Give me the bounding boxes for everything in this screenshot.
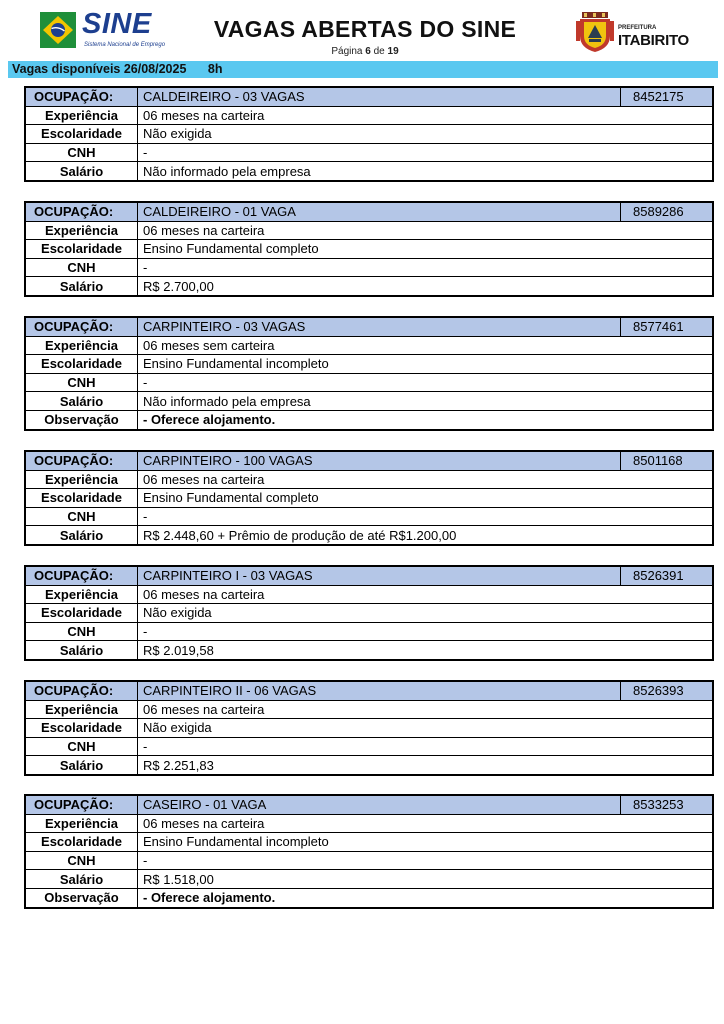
job-cnh: - — [138, 258, 714, 277]
occupation-label: OCUPAÇÃO: — [25, 317, 138, 336]
cnh-label: CNH — [25, 373, 138, 392]
job-header-row — [25, 681, 713, 700]
job-education: Ensino Fundamental completo — [138, 240, 714, 259]
job-row — [25, 143, 713, 162]
job-experience: 06 meses na carteira — [138, 814, 714, 833]
job-row — [25, 641, 713, 660]
date-time: 8h — [207, 62, 223, 76]
job-row — [25, 489, 713, 508]
prefeitura-label: PREFEITURA — [618, 25, 657, 31]
job-experience: 06 meses na carteira — [138, 221, 714, 240]
experience-label: Experiência — [25, 221, 138, 240]
salary-label: Salário — [25, 641, 138, 660]
job-cnh: - — [138, 851, 714, 870]
experience-label: Experiência — [25, 470, 138, 489]
page-prefix: Página — [331, 46, 363, 57]
job-row — [25, 700, 713, 719]
brazil-flag-icon — [40, 12, 76, 48]
job-row — [25, 355, 713, 374]
page-header — [0, 0, 724, 62]
prefeitura-logo — [576, 12, 689, 54]
cnh-label: CNH — [25, 737, 138, 756]
job-row — [25, 221, 713, 240]
job-code: 8501168 — [621, 451, 714, 470]
job-salary: R$ 2.700,00 — [138, 277, 714, 296]
education-label: Escolaridade — [25, 604, 138, 623]
salary-label: Salário — [25, 392, 138, 411]
occupation-label: OCUPAÇÃO: — [25, 681, 138, 700]
job-code: 8533253 — [621, 795, 714, 814]
job-header-row — [25, 795, 713, 814]
job-education: Não exigida — [138, 604, 714, 623]
page-total: 19 — [387, 46, 399, 57]
job-code: 8526393 — [621, 681, 714, 700]
job-education: Ensino Fundamental incompleto — [138, 833, 714, 852]
experience-label: Experiência — [25, 585, 138, 604]
job-title: CARPINTEIRO II - 06 VAGAS — [138, 681, 621, 700]
salary-label: Salário — [25, 526, 138, 545]
observation-label: Observação — [25, 888, 138, 907]
job-row — [25, 277, 713, 296]
sine-logo — [40, 8, 166, 52]
salary-label: Salário — [25, 870, 138, 889]
job-table — [24, 201, 714, 297]
job-row — [25, 851, 713, 870]
job-title: CARPINTEIRO I - 03 VAGAS — [138, 566, 621, 585]
job-observation: - Oferece alojamento. — [138, 888, 714, 907]
job-table — [24, 86, 714, 182]
job-cnh: - — [138, 143, 714, 162]
job-header-row — [25, 451, 713, 470]
occupation-label: OCUPAÇÃO: — [25, 202, 138, 221]
job-education: Não exigida — [138, 719, 714, 738]
job-experience: 06 meses na carteira — [138, 700, 714, 719]
job-experience: 06 meses na carteira — [138, 470, 714, 489]
job-salary: Não informado pela empresa — [138, 392, 714, 411]
salary-label: Salário — [25, 162, 138, 181]
job-code: 8589286 — [621, 202, 714, 221]
occupation-label: OCUPAÇÃO: — [25, 795, 138, 814]
occupation-label: OCUPAÇÃO: — [25, 566, 138, 585]
cnh-label: CNH — [25, 851, 138, 870]
job-header-row — [25, 566, 713, 585]
job-row — [25, 258, 713, 277]
cnh-label: CNH — [25, 507, 138, 526]
job-row — [25, 870, 713, 889]
job-table — [24, 450, 714, 546]
salary-label: Salário — [25, 277, 138, 296]
experience-label: Experiência — [25, 106, 138, 125]
job-code: 8577461 — [621, 317, 714, 336]
job-row — [25, 373, 713, 392]
experience-label: Experiência — [25, 700, 138, 719]
job-cnh: - — [138, 373, 714, 392]
job-row — [25, 470, 713, 489]
cnh-label: CNH — [25, 143, 138, 162]
job-table — [24, 794, 714, 909]
job-row — [25, 336, 713, 355]
cnh-label: CNH — [25, 258, 138, 277]
job-row — [25, 410, 713, 429]
job-header-row — [25, 87, 713, 106]
sine-logo-text: SINE — [82, 8, 152, 40]
experience-label: Experiência — [25, 814, 138, 833]
job-row — [25, 622, 713, 641]
job-title: CARPINTEIRO - 03 VAGAS — [138, 317, 621, 336]
job-title: CASEIRO - 01 VAGA — [138, 795, 621, 814]
job-experience: 06 meses na carteira — [138, 585, 714, 604]
job-row — [25, 604, 713, 623]
job-title: CARPINTEIRO - 100 VAGAS — [138, 451, 621, 470]
education-label: Escolaridade — [25, 125, 138, 144]
date-label: Vagas disponíveis 26/08/2025 — [12, 62, 187, 76]
job-title: CALDEIREIRO - 01 VAGA — [138, 202, 621, 221]
page-of: de — [373, 46, 385, 57]
experience-label: Experiência — [25, 336, 138, 355]
job-cnh: - — [138, 507, 714, 526]
job-row — [25, 240, 713, 259]
job-code: 8526391 — [621, 566, 714, 585]
job-row — [25, 756, 713, 775]
job-table — [24, 565, 714, 661]
job-education: Ensino Fundamental completo — [138, 489, 714, 508]
prefeitura-name: ITABIRITO — [618, 32, 689, 49]
job-row — [25, 833, 713, 852]
job-row — [25, 125, 713, 144]
job-code: 8452175 — [621, 87, 714, 106]
page-title: VAGAS ABERTAS DO SINE — [213, 16, 517, 42]
job-salary: R$ 2.251,83 — [138, 756, 714, 775]
job-row — [25, 392, 713, 411]
salary-label: Salário — [25, 756, 138, 775]
job-salary: Não informado pela empresa — [138, 162, 714, 181]
page-current: 6 — [365, 46, 371, 57]
observation-label: Observação — [25, 410, 138, 429]
job-row — [25, 737, 713, 756]
job-observation: - Oferece alojamento. — [138, 410, 714, 429]
job-header-row — [25, 317, 713, 336]
job-header-row — [25, 202, 713, 221]
education-label: Escolaridade — [25, 489, 138, 508]
city-crest-icon — [576, 12, 614, 52]
job-title: CALDEIREIRO - 03 VAGAS — [138, 87, 621, 106]
job-salary: R$ 2.448,60 + Prêmio de produção de até R$1.200,00 — [138, 526, 714, 545]
job-row — [25, 507, 713, 526]
date-bar — [8, 61, 718, 78]
job-row — [25, 888, 713, 907]
job-row — [25, 162, 713, 181]
education-label: Escolaridade — [25, 240, 138, 259]
cnh-label: CNH — [25, 622, 138, 641]
job-salary: R$ 2.019,58 — [138, 641, 714, 660]
education-label: Escolaridade — [25, 833, 138, 852]
job-row — [25, 526, 713, 545]
job-salary: R$ 1.518,00 — [138, 870, 714, 889]
page-number — [200, 46, 530, 57]
job-cnh: - — [138, 622, 714, 641]
job-table — [24, 316, 714, 431]
job-cnh: - — [138, 737, 714, 756]
occupation-label: OCUPAÇÃO: — [25, 87, 138, 106]
job-row — [25, 719, 713, 738]
job-education: Ensino Fundamental incompleto — [138, 355, 714, 374]
job-row — [25, 106, 713, 125]
sine-logo-subtitle: Sistema Nacional de Emprego — [84, 42, 166, 48]
job-experience: 06 meses na carteira — [138, 106, 714, 125]
occupation-label: OCUPAÇÃO: — [25, 451, 138, 470]
job-row — [25, 814, 713, 833]
education-label: Escolaridade — [25, 355, 138, 374]
job-table — [24, 680, 714, 776]
job-experience: 06 meses sem carteira — [138, 336, 714, 355]
job-row — [25, 585, 713, 604]
education-label: Escolaridade — [25, 719, 138, 738]
job-education: Não exigida — [138, 125, 714, 144]
